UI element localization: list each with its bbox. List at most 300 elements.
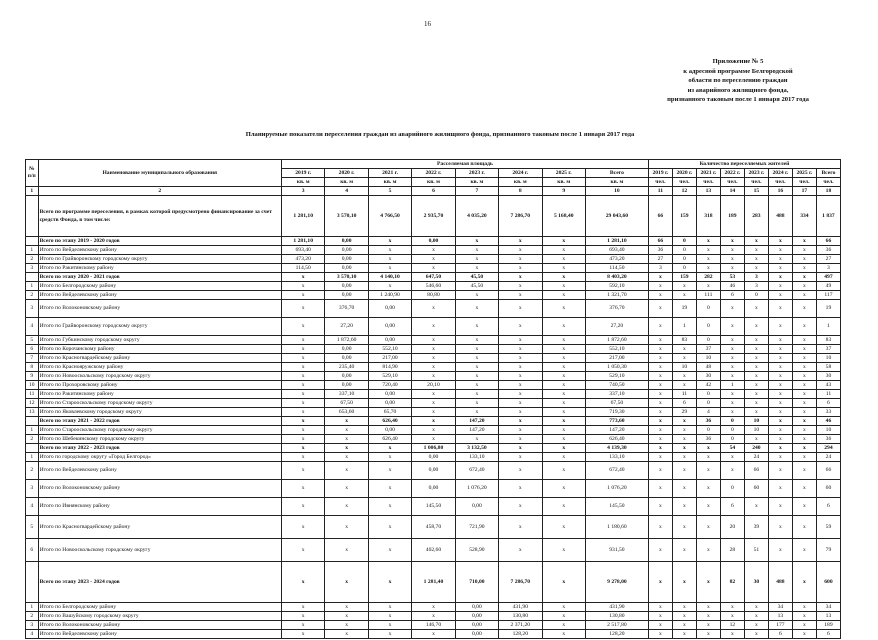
people-value: 37 — [696, 345, 720, 354]
people-value: x — [696, 480, 720, 498]
area-value: 9 278,00 — [585, 562, 648, 603]
table-row — [26, 354, 841, 363]
row-name: Итого по Волоконовскому району — [38, 480, 281, 498]
table-row — [26, 196, 841, 237]
people-value: x — [696, 453, 720, 462]
people-value: x — [744, 300, 768, 318]
people-value: x — [648, 516, 672, 539]
table-row — [26, 426, 841, 435]
area-value: x — [542, 246, 585, 255]
appendix-line: Приложение № 5 — [712, 58, 764, 65]
area-value: 721,90 — [455, 516, 498, 539]
row-name: Итого по Красногвардейскому району — [38, 516, 281, 539]
area-value: x — [542, 390, 585, 399]
people-value: 1 — [816, 318, 840, 336]
table-row — [26, 480, 841, 498]
people-value: 600 — [816, 562, 840, 603]
people-value: 159 — [672, 196, 696, 237]
people-value: x — [672, 381, 696, 390]
people-value: x — [792, 291, 816, 300]
people-value: 1 837 — [816, 196, 840, 237]
area-value: x — [368, 603, 411, 612]
area-value: 0,00 — [368, 318, 411, 336]
row-number: 13 — [26, 408, 39, 417]
header-people-year: 2021 г. — [696, 169, 720, 178]
people-value: 488 — [768, 196, 792, 237]
area-value: x — [499, 426, 542, 435]
area-value: x — [368, 255, 411, 264]
people-value: x — [744, 246, 768, 255]
row-name: Итого по Вейделевскому району — [38, 291, 281, 300]
people-value: x — [648, 426, 672, 435]
area-value: 3 132,50 — [455, 444, 498, 453]
area-value: x — [325, 435, 368, 444]
people-value: x — [768, 480, 792, 498]
people-value: x — [744, 345, 768, 354]
people-value: x — [768, 435, 792, 444]
area-value: x — [281, 336, 324, 345]
people-value: x — [720, 408, 744, 417]
table-row — [26, 630, 841, 639]
area-value: 1 872,60 — [325, 336, 368, 345]
people-value: x — [720, 372, 744, 381]
row-name: Итого по Вашуйскому городскому округу — [38, 612, 281, 621]
people-value: 0 — [672, 255, 696, 264]
area-value: 27,20 — [325, 318, 368, 336]
area-value: 2 935,70 — [412, 196, 455, 237]
people-value: x — [648, 621, 672, 630]
people-value: 10 — [672, 363, 696, 372]
area-value: x — [542, 498, 585, 516]
area-value: x — [325, 426, 368, 435]
area-value: x — [542, 480, 585, 498]
area-value: x — [455, 255, 498, 264]
people-value: x — [792, 435, 816, 444]
header-column-number: 9 — [542, 187, 585, 196]
area-value: x — [499, 336, 542, 345]
area-value: 147,20 — [455, 417, 498, 426]
area-value: 337,10 — [325, 390, 368, 399]
people-value: x — [744, 336, 768, 345]
area-value: x — [281, 435, 324, 444]
row-name: Итого по Вейделевскому району — [38, 246, 281, 255]
people-value: 0 — [696, 336, 720, 345]
area-value: x — [499, 345, 542, 354]
people-value: 6 — [816, 498, 840, 516]
people-value: x — [696, 621, 720, 630]
area-value: x — [412, 399, 455, 408]
area-value: 529,10 — [368, 372, 411, 381]
people-value: x — [720, 399, 744, 408]
area-value: x — [368, 246, 411, 255]
header-people-year: 2019 г. — [648, 169, 672, 178]
area-value: x — [412, 264, 455, 273]
people-value: 3 — [648, 264, 672, 273]
people-value: x — [648, 539, 672, 562]
area-value: x — [281, 300, 324, 318]
area-value: x — [325, 480, 368, 498]
row-number: 2 — [26, 612, 39, 621]
people-value: x — [672, 354, 696, 363]
area-value: 0,00 — [325, 354, 368, 363]
people-value: 13 — [816, 612, 840, 621]
people-value: x — [768, 516, 792, 539]
area-value: x — [499, 363, 542, 372]
people-value: 36 — [816, 435, 840, 444]
people-value: 4 — [696, 408, 720, 417]
area-value: x — [281, 498, 324, 516]
people-value: 6 — [768, 630, 792, 639]
people-value: x — [648, 603, 672, 612]
people-value: x — [648, 444, 672, 453]
area-value: x — [325, 417, 368, 426]
row-name: Итого по Губкинскому городскому округу — [38, 336, 281, 345]
people-value: x — [792, 255, 816, 264]
people-value: 10 — [744, 417, 768, 426]
area-value: 740,50 — [585, 381, 648, 390]
area-value: x — [325, 630, 368, 639]
people-value: 0 — [720, 435, 744, 444]
people-value: 36 — [696, 435, 720, 444]
area-value: 693,40 — [281, 246, 324, 255]
people-value: x — [744, 630, 768, 639]
row-number: 1 — [26, 282, 39, 291]
area-value: 473,20 — [281, 255, 324, 264]
area-value: x — [542, 336, 585, 345]
area-value: 0,00 — [325, 237, 368, 246]
header-area-year: 2020 г. — [325, 169, 368, 178]
area-value: x — [281, 390, 324, 399]
row-name: Всего по этапу 2023 - 2024 годов — [38, 562, 281, 603]
people-value: x — [792, 372, 816, 381]
people-value: x — [768, 390, 792, 399]
row-number: 2 — [26, 462, 39, 480]
area-value: 1 281,10 — [585, 237, 648, 246]
area-value: 458,70 — [412, 516, 455, 539]
header-people-year: Всего — [816, 169, 840, 178]
people-value: 6 — [816, 630, 840, 639]
people-value: x — [696, 498, 720, 516]
table-row — [26, 435, 841, 444]
people-value: x — [672, 426, 696, 435]
area-value: x — [412, 246, 455, 255]
people-value: x — [792, 498, 816, 516]
area-value: 0,00 — [412, 453, 455, 462]
people-value: x — [672, 282, 696, 291]
area-value: 720,40 — [368, 381, 411, 390]
people-value: x — [792, 539, 816, 562]
area-value: 376,70 — [325, 300, 368, 318]
people-value: 60 — [744, 480, 768, 498]
people-value: x — [720, 255, 744, 264]
appendix-line: к адресной программе Белгородской — [683, 67, 793, 75]
people-value: x — [648, 399, 672, 408]
area-value: x — [281, 363, 324, 372]
area-value: x — [499, 354, 542, 363]
header-area-unit: кв. м — [281, 178, 324, 187]
area-value: 67,50 — [585, 399, 648, 408]
people-value: x — [672, 498, 696, 516]
people-value: x — [720, 390, 744, 399]
people-value: x — [768, 381, 792, 390]
area-value: x — [281, 516, 324, 539]
area-value: 217,00 — [585, 354, 648, 363]
header-column-number: 8 — [499, 187, 542, 196]
area-value: x — [542, 300, 585, 318]
people-value: x — [648, 372, 672, 381]
row-name: Итого по Старооскольскому городскому округу — [38, 399, 281, 408]
row-number: 3 — [26, 300, 39, 318]
area-value: x — [542, 408, 585, 417]
area-value: x — [499, 273, 542, 282]
people-value: 10 — [816, 354, 840, 363]
table-row — [26, 372, 841, 381]
people-value: x — [792, 516, 816, 539]
people-value: x — [744, 354, 768, 363]
area-value: x — [499, 417, 542, 426]
area-value: 0,00 — [455, 498, 498, 516]
header-people-unit: чел. — [672, 178, 696, 187]
people-value: x — [720, 630, 744, 639]
row-name: Итого по Волоконовскому району — [38, 621, 281, 630]
area-value: x — [281, 291, 324, 300]
table-row — [26, 264, 841, 273]
people-value: 27 — [648, 255, 672, 264]
area-value: 672,40 — [585, 462, 648, 480]
people-value: 10 — [744, 426, 768, 435]
people-value: x — [672, 345, 696, 354]
area-value: x — [542, 603, 585, 612]
people-value: x — [768, 300, 792, 318]
header-column-number: 17 — [792, 187, 816, 196]
row-name: Итого по городскому округу «Город Белгород» — [38, 453, 281, 462]
header-people-unit: чел. — [792, 178, 816, 187]
area-value: 20,10 — [412, 381, 455, 390]
area-value: 133,10 — [585, 453, 648, 462]
people-value: 36 — [648, 246, 672, 255]
people-value: 3 — [816, 264, 840, 273]
people-value: x — [672, 621, 696, 630]
people-value: 20 — [720, 516, 744, 539]
people-value: x — [648, 462, 672, 480]
header-column-number: 2 — [38, 187, 281, 196]
area-value: x — [281, 381, 324, 390]
people-value: 159 — [672, 273, 696, 282]
header-row-groups — [26, 160, 841, 169]
area-value: x — [455, 246, 498, 255]
people-value: x — [792, 462, 816, 480]
area-value: 4 035,20 — [455, 196, 498, 237]
people-value: 1 — [672, 318, 696, 336]
people-value: x — [768, 363, 792, 372]
area-value: 773,60 — [585, 417, 648, 426]
people-value: x — [792, 390, 816, 399]
people-value: 3 — [744, 282, 768, 291]
people-value: x — [648, 273, 672, 282]
area-value: x — [412, 318, 455, 336]
area-value: 145,50 — [412, 498, 455, 516]
people-value: 294 — [816, 444, 840, 453]
header-column-number: 1 — [26, 187, 39, 196]
people-value: 53 — [720, 273, 744, 282]
people-value: 334 — [792, 196, 816, 237]
area-value: 546,60 — [412, 282, 455, 291]
row-name: Всего по программе переселения, в рамках которой предусмотрено финансирование за счет средств Фонда, в том числе: — [38, 196, 281, 237]
people-value: x — [696, 462, 720, 480]
area-value: x — [542, 354, 585, 363]
area-value: 145,50 — [585, 498, 648, 516]
row-name: Итого по Корочанскому району — [38, 345, 281, 354]
area-value: 147,20 — [455, 426, 498, 435]
people-value: 34 — [768, 603, 792, 612]
area-value: 647,50 — [412, 273, 455, 282]
people-value: x — [768, 399, 792, 408]
people-value: x — [696, 264, 720, 273]
people-value: 11 — [816, 390, 840, 399]
area-value: x — [368, 621, 411, 630]
table-row — [26, 408, 841, 417]
area-value: x — [542, 562, 585, 603]
people-value: x — [720, 462, 744, 480]
area-value: 592,10 — [585, 282, 648, 291]
people-value: x — [720, 246, 744, 255]
row-number: 6 — [26, 345, 39, 354]
table-row — [26, 603, 841, 612]
area-value: 719,30 — [585, 408, 648, 417]
people-value: x — [792, 318, 816, 336]
area-value: 1 240,90 — [368, 291, 411, 300]
area-value: x — [455, 354, 498, 363]
people-value: x — [768, 291, 792, 300]
area-value: x — [281, 603, 324, 612]
header-people-group: Количество переселяемых жителей — [648, 160, 840, 169]
row-number: 1 — [26, 453, 39, 462]
area-value: x — [542, 372, 585, 381]
document-title: Планируемые показатели переселения граждан из аварийного жилищного фонда, признанного таковым после 1 января 2017 года — [245, 131, 635, 138]
area-value: 2 371,20 — [499, 621, 542, 630]
area-value: 402,60 — [412, 539, 455, 562]
people-value: 3 — [744, 273, 768, 282]
people-value: 13 — [768, 612, 792, 621]
table-row — [26, 462, 841, 480]
people-value: 189 — [720, 196, 744, 237]
area-value: x — [281, 426, 324, 435]
people-value: x — [648, 480, 672, 498]
area-value: x — [499, 453, 542, 462]
people-value: 0 — [672, 246, 696, 255]
row-name: Итого по Шебекинскому городскому округу — [38, 435, 281, 444]
area-value: 1 076,20 — [585, 480, 648, 498]
people-value: 83 — [816, 336, 840, 345]
row-number — [26, 417, 39, 426]
people-value: x — [768, 539, 792, 562]
area-value: x — [281, 612, 324, 621]
people-value: x — [648, 453, 672, 462]
people-value: x — [648, 417, 672, 426]
area-value: x — [412, 612, 455, 621]
people-value: 58 — [816, 363, 840, 372]
people-value: x — [768, 255, 792, 264]
row-name: Итого по Вейделевскому району — [38, 462, 281, 480]
people-value: 42 — [696, 381, 720, 390]
row-name: Итого по Новооскольскому городскому округу — [38, 372, 281, 381]
people-value: 37 — [816, 345, 840, 354]
people-value: 51 — [744, 539, 768, 562]
row-number: 3 — [26, 264, 39, 273]
people-value: 0 — [744, 291, 768, 300]
area-value: x — [455, 237, 498, 246]
people-value: x — [744, 237, 768, 246]
area-value: 7 286,70 — [499, 196, 542, 237]
table-row — [26, 453, 841, 462]
area-value: x — [368, 453, 411, 462]
area-value: 4 140,10 — [368, 273, 411, 282]
header-area-year: Всего — [585, 169, 648, 178]
area-value: x — [325, 516, 368, 539]
appendix-line: признанного таковым после 1 января 2017 года — [667, 96, 809, 104]
people-value: x — [792, 453, 816, 462]
people-value: x — [648, 363, 672, 372]
people-value: x — [744, 435, 768, 444]
area-value: x — [542, 381, 585, 390]
table-row — [26, 539, 841, 562]
table-row — [26, 345, 841, 354]
area-value: x — [499, 435, 542, 444]
header-column-number: 13 — [696, 187, 720, 196]
people-value: 488 — [768, 562, 792, 603]
area-value: x — [412, 345, 455, 354]
area-value: x — [542, 516, 585, 539]
header-people-unit: чел. — [816, 178, 840, 187]
table-row — [26, 237, 841, 246]
people-value: x — [648, 300, 672, 318]
header-row-column-numbers — [26, 187, 841, 196]
area-value: x — [281, 453, 324, 462]
people-value: x — [792, 336, 816, 345]
area-value: x — [368, 516, 411, 539]
area-value: 8 403,20 — [585, 273, 648, 282]
row-number: 5 — [26, 336, 39, 345]
people-value: x — [792, 237, 816, 246]
people-value: x — [744, 390, 768, 399]
table-row — [26, 562, 841, 603]
people-value: x — [696, 237, 720, 246]
area-value: 0,00 — [455, 603, 498, 612]
area-value: 128,20 — [585, 630, 648, 639]
table-body — [26, 196, 841, 639]
table-row — [26, 282, 841, 291]
area-value: 217,00 — [368, 354, 411, 363]
area-value: x — [455, 345, 498, 354]
area-value: x — [542, 426, 585, 435]
area-value: 3 570,10 — [325, 273, 368, 282]
people-value: 30 — [696, 372, 720, 381]
people-value: 48 — [696, 363, 720, 372]
people-value: 66 — [648, 237, 672, 246]
area-value: x — [499, 399, 542, 408]
header-area-unit: кв. м — [455, 178, 498, 187]
people-value: x — [648, 354, 672, 363]
header-area-unit: кв. м — [325, 178, 368, 187]
header-area-unit: кв. м — [585, 178, 648, 187]
people-value: x — [720, 237, 744, 246]
row-name: Итого по Ракитянскому району — [38, 264, 281, 273]
header-area-group: Расселяемая площадь — [281, 160, 648, 169]
people-value: 0 — [672, 237, 696, 246]
row-name: Итого по Красногвардейскому району — [38, 354, 281, 363]
people-value: x — [696, 562, 720, 603]
area-value: x — [368, 562, 411, 603]
